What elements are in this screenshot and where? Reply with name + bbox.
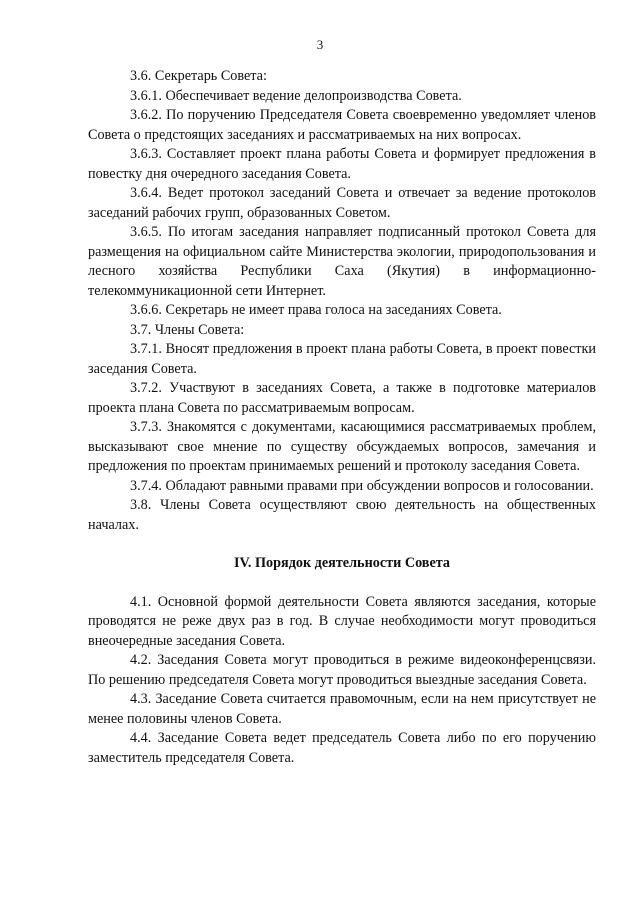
paragraph-4-3: 4.3. Заседание Совета считается правомочным, если на нем присутствует не менее половины членов Совета. <box>88 691 596 727</box>
paragraph-3-6-1: 3.6.1. Обеспечивает ведение делопроизводства Совета. <box>130 87 462 104</box>
paragraph-3-8: 3.8. Члены Совета осуществляют свою деятельность на общественных началах. <box>88 497 596 533</box>
paragraph-3-6-3: 3.6.3. Составляет проект плана работы Совета и формирует предложения в повестку дня очередного заседания Совета. <box>88 146 596 182</box>
paragraph-4-1: 4.1. Основной формой деятельности Совета являются заседания, которые проводятся не реже двух раз в год. В случае необходимости могут проводиться внеочередные заседания Совета. <box>88 593 596 649</box>
paragraph-3-7-2: 3.7.2. Участвуют в заседаниях Совета, а также в подготовке материалов проекта плана Совета по рассматриваемым вопросам. <box>88 380 596 416</box>
paragraph-3-6-4: 3.6.4. Ведет протокол заседаний Совета и отвечает за ведение протоколов заседаний рабочих групп, образованных Советом. <box>88 185 596 221</box>
paragraph-3-7-3: 3.7.3. Знакомятся с документами, касающимися рассматриваемых проблем, высказывают свое мнение по существу обсуждаемых вопросов, замечания и предложения по проектам принимаемых решений и протоколу заседания Совета. <box>88 419 596 474</box>
paragraph-3-7-4: 3.7.4. Обладают равными правами при обсуждении вопросов и голосовании. <box>130 477 594 494</box>
paragraph-3-6-5: 3.6.5. По итогам заседания направляет подписанный протокол Совета для размещения на официальном сайте Министерства экологии, природопользования и лесного хозяйства Республики Саха (Якутия) в информационно-телекоммуникационной сети Интернет. <box>88 224 596 299</box>
paragraph-3-7-1: 3.7.1. Вносят предложения в проект плана работы Совета, в проект повестки заседания Совета. <box>88 341 596 377</box>
paragraph-4-2: 4.2. Заседания Совета могут проводиться в режиме видеоконференцсвязи. По решению председателя Совета могут проводиться выездные заседания Совета. <box>88 652 596 688</box>
paragraph-3-6: 3.6. Секретарь Совета: <box>130 68 267 84</box>
document-body <box>88 67 596 768</box>
paragraph-3-6-2: 3.6.2. По поручению Председателя Совета своевременно уведомляет членов Совета о предстоящих заседаниях и рассматриваемых на них вопросах. <box>88 107 596 143</box>
page-number: 3 <box>316 37 324 52</box>
paragraph-3-7: 3.7. Члены Совета: <box>130 321 245 338</box>
paragraph-4-4: 4.4. Заседание Совета ведет председатель Совета либо по его поручению заместитель председателя Совета. <box>88 730 596 766</box>
section-heading: IV. Порядок деятельности Совета <box>233 555 451 571</box>
paragraph-3-6-6: 3.6.6. Секретарь не имеет права голоса на заседаниях Совета. <box>130 302 502 318</box>
